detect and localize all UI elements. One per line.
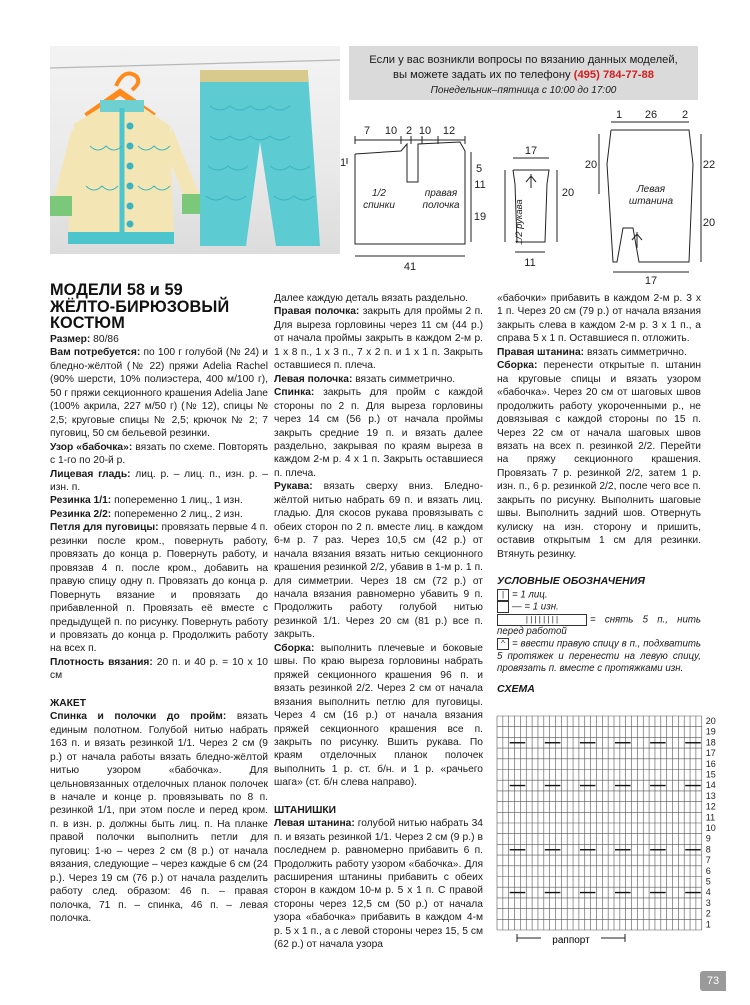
- pants-label-2: штанина: [628, 196, 674, 207]
- knitting-chart: [495, 712, 725, 952]
- sleeve-label: 1/2 рукава: [514, 199, 525, 245]
- chart-row-number: 2: [705, 908, 711, 919]
- pants-top-3: 2: [681, 109, 689, 121]
- chart-row-number: 6: [705, 865, 711, 876]
- chart-row-number: 3: [705, 897, 711, 908]
- chart-row-number: 19: [705, 726, 716, 737]
- pants-right-1: 22: [702, 159, 716, 171]
- label-back-2: спинки: [363, 200, 395, 211]
- sleeve-top-dim: 17: [524, 145, 538, 157]
- pants-bottom-dim: 17: [644, 275, 658, 287]
- dim-bottom: 41: [403, 261, 417, 273]
- purl-symbol-icon: [497, 601, 509, 613]
- chart-row-number: 17: [705, 748, 716, 759]
- chart-row-number: 20: [705, 716, 716, 726]
- slip-five-symbol-icon: | | | | | | | |: [497, 614, 587, 626]
- sleeve-right-dim: 20: [561, 187, 575, 199]
- contact-hours: Понедельник–пятница с 10:00 до 17:00: [430, 85, 617, 96]
- pattern-schematics: [333, 104, 733, 290]
- page-number: 73: [700, 971, 726, 991]
- dim-top-4: 10: [418, 125, 432, 137]
- dim-top-1: 7: [363, 125, 371, 137]
- contact-line-1: Если у вас возникли вопросы по вязанию данных моделей,: [369, 54, 678, 66]
- chart-row-number: 10: [705, 823, 716, 833]
- dim-top-5: 12: [442, 125, 456, 137]
- chart-row-number: 15: [705, 769, 716, 780]
- contact-line-2: вы можете задать их по телефону (495) 784-77-88: [393, 69, 654, 81]
- chart-row-number: 8: [705, 844, 711, 855]
- legend-heading: УСЛОВНЫЕ ОБОЗНАЧЕНИЯ: [497, 575, 645, 588]
- chart-row-number: 1: [705, 919, 711, 930]
- chart-row-number: 14: [705, 780, 716, 791]
- chart-row-number: 9: [705, 833, 711, 844]
- scheme-heading: СХЕМА: [497, 682, 535, 695]
- dim-top-3: 2: [405, 125, 413, 137]
- chart-row-number: 4: [705, 887, 711, 898]
- knitted-suit-illustration: [50, 46, 340, 254]
- gather-symbol-icon: ^: [497, 638, 509, 650]
- chart-row-number: 11: [705, 812, 716, 823]
- chart-row-number: 18: [705, 737, 716, 748]
- column-2: Далее каждую деталь вязать раздельно. Правая полочка: закрыть для проймы 2 п. Для выреза горловины через 11 см (44 р.) от начала проймы закрыть в каждом 2-м р. 1 х 8 п., 1 х 3 п., 7 х 2 п. и 1 х 1 п. Закрыть оставшиеся п. плеча. Левая полочка: вязать симметрично. Спинка: закрыть для пройм с каждой стороны по 2 п. Для выреза горловины через 14 см (56 р.) от начала проймы закрыть средние 19 п. и вязать далее раздельно, закрывая по краям выреза в каждом 2-м р. 4 х 1 п. Закрыть оставшиеся п. плеча. Рукава: вязать сверху вниз. Бледно-жёлтой нитью набрать 69 п. и вязать лиц. гладью. Для скосов рукава провязывать с обеих сторон по 2 п. вместе лиц. в каждом 6-м р. 7 раз. Через 10,5 см (42 р.) от начала вязания вязать нитью секционного крашения резинкой 2/2, убавив в 1-м р. 1 п. для симметрии. Через 18 см (72 р.) от начала вязания равномерно убавить 9 п. Продолжить работу голубой нитью резинкой 1/1. Через 20 см (81 р.) все п. закрыть. Сборка: выполнить плечевые и боковые швы. По краю выреза горловины набрать пряжей секционного крашения 96 п. и вязать резинкой 2/2. Через 2 см от начала вязания выполнить петлю для пуговицы. Через 4 см (16 р.) от начала вязания пряжей секционного крашения все п. закрыть по рисунку. Вшить рукава. По краям отделочных планок полочек выполнить 1 р. ст. б/н. и 1 р. «рачьего шага» (ст. б/н слева направо). ШТАНИШКИ Левая штанина: голубой нитью набрать 34 п. и вязать резинкой 1/1. Через 2 см (9 р.) в последнем р. равномерно прибавить 6 п. Продолжить работу узором «бабочка». Для расширения штанины прибавить с обеих сторон в каждом 10-м р. 5 х 1 п. С правой стороны через 12,5 см (50 р.) от начала узора «бабочка» прибавить в каждом 4-м р. 5 х 1 п., а с левой стороны через 15, 5 см (62 р.) от начала узора: [274, 293, 483, 951]
- label-back-1: 1/2: [372, 188, 386, 199]
- chart-row-number: 12: [705, 801, 716, 812]
- pants-heading: ШТАНИШКИ: [274, 804, 337, 816]
- product-photo: [50, 46, 340, 254]
- pants-top-1: 1: [615, 109, 623, 121]
- knit-symbol-icon: |: [497, 589, 509, 601]
- chart-row-number: 5: [705, 876, 711, 887]
- jacket-heading: ЖАКЕТ: [50, 697, 87, 709]
- chart-row-number: 13: [705, 790, 716, 801]
- pants-top-2: 26: [644, 109, 658, 121]
- pants-label-1: Левая: [636, 184, 666, 195]
- rapport-label: раппорт: [552, 935, 590, 946]
- chart-row-number: 7: [705, 855, 711, 866]
- dim-right-2: 11: [474, 179, 486, 191]
- contact-info-box: [349, 46, 698, 100]
- phone-number[interactable]: (495) 784-77-88: [573, 69, 654, 81]
- pants-right-2: 20: [702, 217, 716, 229]
- column-1: Размер: 80/86 Вам потребуется: по 100 г голубой (№ 24) и бледно-жёлтой (№ 22) пряжи Adelia Rachel (90% шерсти, 10% полиэстера, 400 м/100 г), 50 г пряжи секционного крашения Adelia Jane (100% акрила, 227 м/50 г) (№ 12), спицы № 2,5; круговые спицы № 2,5; крючок № 2; 7 пуговиц, 50 см бельевой резинки. Узор «бабочка»: вязать по схеме. Повторять с 1-го по 20-й р. Лицевая гладь: лиц. р. – лиц. п., изн. р. – изн. п. Резинка 1/1: попеременно 1 лиц., 1 изн. Резинка 2/2: попеременно 2 лиц., 2 изн. Петля для пуговицы: провязать первые 4 п. резинки после кром., повернуть работу, провязать до конца р. Повернуть работу, и провязав 4 п. после кром., добавить на правую спицу одну п. Провязать до конца р. Повернуть вязание и провязать до прибавленной п. Провязать её вместе с предыдущей п. по рисунку. Повернуть работу и провязать до конца р. Продолжить работу на всех п. Плотность вязания: 20 п. и 40 р. = 10 х 10 см ЖАКЕТ Спинка и полочки до пройм: вязать единым полотном. Голубой нитью набрать 163 п. и вязать резинкой 1/1. Через 2 см (9 р.) от начала работы вязать бледно-жёлтой нитью узором «бабочка». Для цельновязанных отделочных планок полочек в начале и конце р. провязывать по 8 п. резинкой 1/1, при этом после и перед кром. п. в изн. р. должны быть лиц. п. На планке правой полочки выполнить петли для пуговиц: 1-ю – через 2 см (8 р.) от начала вязания, следующие – через каждые 6 см (24 р.). Через 19 см (76 р.) от начала разделить работу след. образом: 46 п. – правая полочка, 71 п. – спинка, 46 п. – левая полочка.: [50, 334, 268, 925]
- label-front-2: полочка: [422, 200, 460, 211]
- legend: | = 1 лиц. — = 1 изн. | | | | | | | | = снять 5 п., нить перед работой ^ = ввести правую спицу в п., подхватить 5 протяжек и перенести на левую спицу, провязать п. вместе с протяжками изн.: [497, 589, 701, 674]
- dim-right-1: 5: [475, 163, 483, 175]
- label-front-1: правая: [424, 188, 458, 199]
- dim-left-1: 1: [339, 157, 347, 169]
- dim-top-2: 10: [384, 125, 398, 137]
- dim-right-3: 19: [473, 211, 487, 223]
- model-title: МОДЕЛИ 58 и 59 ЖЁЛТО-БИРЮЗОВЫЙ КОСТЮМ: [50, 281, 230, 332]
- chart-row-number: 16: [705, 758, 716, 769]
- pants-left-dim: 20: [584, 159, 598, 171]
- column-3: «бабочки» прибавить в каждом 2-м р. 3 х 1 п. Через 20 см (79 р.) от начала вязания закрыть слева в каждом 2-м р. 3 х 1 п., а справа 5 х 1 п. Оставшиеся п. отложить. Правая штанина: вязать симметрично. Сборка: перенести открытые п. штанин на круговые спицы и вязать узором «бабочка». Через 20 см от шаговых швов продолжить работу укороченными р., не довязывая с каждой стороны по 15 п. Через 22 см от начала шаговых швов вязать на всех п. резинкой 2/2. Перейти на пряжу секционного крашения. Провязать 7 р. резинкой 2/2, затем 1 р. изн. п., 6 р. резинкой 2/2, после чего все п. закрыть по рисунку. Выполнить шаговые швы. Выполнить задний шов. Отвернуть кулиску на изн. сторону и пришить, оставив открытым 1 см для резинки. Втянуть резинку. УСЛОВНЫЕ ОБОЗНАЧЕНИЯ | = 1 лиц. — = 1 изн. | | | | | | | | = снять 5 п., нить перед работой ^ = ввести правую спицу в п., подхватить 5 протяжек и перенести на левую спицу, провязать п. вместе с протяжками изн. СХЕМА: [497, 293, 701, 695]
- sleeve-bottom-dim: 11: [524, 257, 536, 269]
